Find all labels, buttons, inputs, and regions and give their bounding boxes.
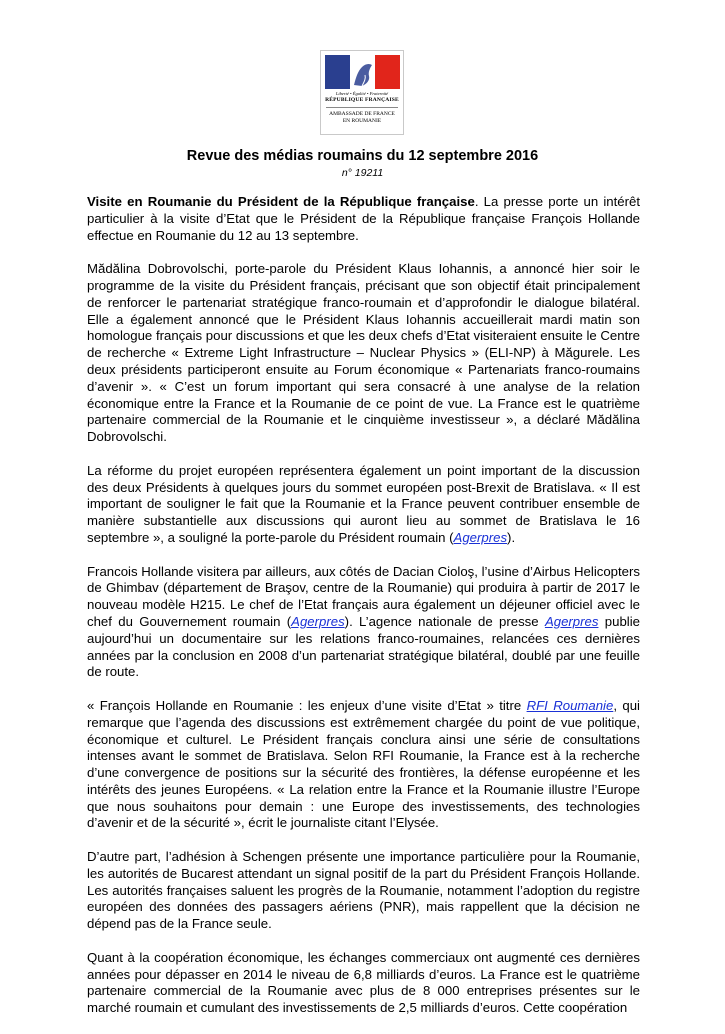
embassy-logo (320, 50, 404, 135)
agerpres-link[interactable]: Agerpres (453, 529, 508, 545)
agerpres-link[interactable]: Agerpres (544, 613, 599, 629)
paragraph-text: publie aujourd’hui un documentaire sur les relations franco-roumaines, relancées ces dernières années par la conclusion en 2008 d’un partenariat stratégique bilatéral, doublé par une feuille de route. (87, 613, 640, 680)
rfi-roumanie-link[interactable]: RFI Roumanie (526, 697, 614, 713)
paragraph-text: La réforme du projet européen représentera également un point important de la discussion des deux Présidents à quelques jours du sommet européen post-Brexit de Bratislava. « Il est important de souligner le fait que la Roumanie et la France peuvent contribuer ensemble de manière substantielle aux discussions qui auront lieu au sommet de Bratislava le 16 septembre », a souligné la porte-parole du Président roumain ( (87, 462, 640, 545)
marianne-profile-icon (350, 55, 375, 89)
marianne-flag-icon (325, 55, 400, 89)
paragraph-text: ). (507, 529, 516, 545)
issue-number: n° 19211 (341, 167, 384, 179)
paragraph-6: D’autre part, l’adhésion à Schengen présente une importance particulière pour la Roumanie, les autorités de Bucarest attendant un signal positif de la part du Président François Hollande. Les autorités françaises saluent les progrès de la Roumanie, notamment l’adoption du registre européen des données des passagers aériens (PNR), mais rappellent que la décision ne dépend pas de la France seule. (87, 849, 640, 932)
logo-republic: RÉPUBLIQUE FRANÇAISE (325, 97, 399, 103)
paragraph-text: Francois Hollande visitera par ailleurs, aux côtés de Dacian Cioloş, l’usine d’Airbus Helicopters de Ghimbav (département de Braşov, centre de la Roumanie) qui produira à partir de 2017 le nouveau modèle H215. Le chef de l’Etat français aura également un déjeuner officiel avec le chef du Gouvernement roumain ( (87, 563, 640, 629)
paragraph-7: Quant à la coopération économique, les échanges commerciaux ont augmenté ces dernières années pour dépasser en 2014 le niveau de 6,8 milliards d’euros. La France est le quatrième partenaire commercial de la Roumanie avec plus de 8 000 entreprises présentes sur le marché roumain et cumulant des investissements de 2,5 milliards d’euros. Cette coopération (87, 949, 640, 1016)
paragraph-3 (87, 463, 640, 547)
page-title: Revue des médias roumains du 12 septembre 2016 (186, 148, 539, 164)
logo-embassy-line1: AMBASSADE DE FRANCE (329, 111, 395, 117)
logo-motto: Liberté • Égalité • Fraternité (335, 91, 389, 96)
agerpres-link[interactable]: Agerpres (291, 613, 345, 629)
paragraph-4 (87, 564, 640, 682)
logo-divider (326, 107, 398, 108)
paragraph-text: , qui remarque que l’agenda des discussions est extrêmement chargée du point de vue politique, économique et culturel. Le Président français conclura ainsi une série de consultations intenses avant le sommet de Bratislava. Selon RFI Roumanie, la France est à la recherche d’une convergence de positions sur la sécurité des frontières, la défense européenne et les intérêts des jeunes Européens. « La relation entre la France et la Roumanie illustre l’Europe que nous souhaitons pour demain : une Europe des investissements, des technologies d’avenir et de la sécurité », écrit le journaliste citant l’Elysée. (87, 697, 640, 831)
article-body (87, 194, 640, 1034)
logo-embassy (321, 111, 403, 125)
section-lead: Visite en Roumanie du Président de la République française (87, 194, 475, 209)
paragraph-5 (87, 698, 640, 832)
paragraph-text: ). L’agence nationale de presse (344, 613, 545, 629)
paragraph-text: . La presse porte un intérêt particulier à la visite d’Etat que le Président de la République française François Hollande effectue en Roumanie du 12 au 13 septembre. (87, 194, 640, 243)
paragraph-text: « François Hollande en Roumanie : les enjeux d’une visite d’Etat » titre (87, 697, 527, 713)
logo-embassy-line2: EN ROUMANIE (342, 118, 382, 124)
paragraph-1 (87, 194, 640, 244)
paragraph-2: Mădălina Dobrovolschi, porte-parole du Président Klaus Iohannis, a annoncé hier soir le programme de la visite du Président français, précisant que son objectif était principalement de renforcer le partenariat stratégique franco-roumain et d’approfondir le dialogue bilatéral. Elle a également annoncé que le Président Klaus Iohannis accueillerait mardi matin son homologue français pour discussions et que les deux chefs d’Etat visiteraient ensuite le Centre de recherche « Extreme Light Infrastructure – Nuclear Physics » (ELI-NP) à Măgurele. Les deux présidents participeront ensuite au Forum économique « Partenariats franco-roumains d’avenir ». « C’est un forum important qui sera consacré à une analyse de la relation économique entre la France et la Roumanie de ce point de vue. La France est le quatrième partenaire commercial de la Roumanie et le cinquième investisseur », a déclaré Mădălina Dobrovolschi. (87, 261, 640, 445)
